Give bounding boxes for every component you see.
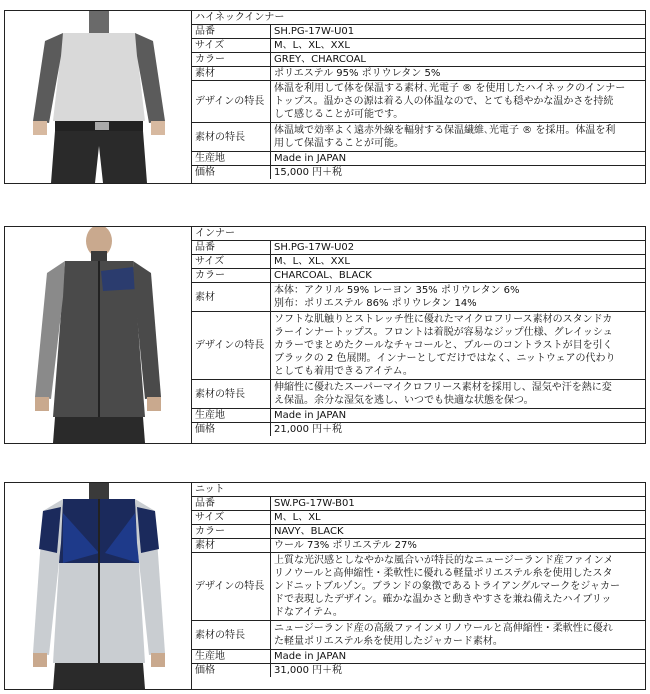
spec-line: ドで表現したデザイン。確かな温かさと動きやすさを兼ね備えたハイブリッ — [274, 594, 612, 605]
spec-value-price: 31,000 円＋税 — [271, 664, 646, 678]
spec-label: 価格 — [192, 166, 271, 180]
spec-line: た軽量ポリエステル糸を使用したジャカード素材。 — [274, 636, 503, 647]
spec-value-origin: Made in JAPAN — [271, 650, 646, 664]
spec-label: 素材 — [192, 67, 271, 81]
spec-value-size: M、L、XL — [271, 511, 646, 525]
spec-label: デザインの特長 — [192, 553, 271, 621]
spec-line: 本体：アクリル 59% レーヨン 35% ポリウレタン 6% — [274, 285, 520, 296]
spec-line: ウール 73% ポリエステル 27% — [274, 540, 417, 551]
spec-value-color: NAVY、BLACK — [271, 525, 646, 539]
spec-value-design — [271, 553, 646, 621]
spec-label: 素材 — [192, 283, 271, 312]
spec-line: ポリエステル 95% ポリウレタン 5% — [274, 68, 441, 79]
spec-label: 価格 — [192, 664, 271, 678]
spec-row-size — [192, 255, 645, 269]
spec-value-size: M、L、XL、XXL — [271, 39, 646, 53]
spec-row-design — [192, 312, 645, 380]
spec-value-hinban: SH.PG-17W-U02 — [271, 241, 646, 255]
spec-table — [192, 25, 645, 179]
spec-label: 生産地 — [192, 409, 271, 423]
spec-value-design — [271, 81, 646, 123]
spec-line: トップス。温かさの源は着る人の体温なので、とても穏やかな温かさを持続 — [274, 96, 614, 107]
spec-value-price: 15,000 円＋税 — [271, 166, 646, 180]
spec-row-price — [192, 423, 645, 437]
spec-value-size: M、L、XL、XXL — [271, 255, 646, 269]
spec-label: カラー — [192, 269, 271, 283]
spec-value-material — [271, 283, 646, 312]
spec-label: カラー — [192, 53, 271, 67]
spec-value-color: CHARCOAL、BLACK — [271, 269, 646, 283]
spec-line: して感じることが可能です。 — [274, 109, 404, 120]
product-photo — [5, 483, 192, 689]
spec-value-feature — [271, 380, 646, 409]
spec-label: 素材の特長 — [192, 380, 271, 409]
spec-label: 品番 — [192, 497, 271, 511]
spec-value-design — [271, 312, 646, 380]
spec-value-material — [271, 67, 646, 81]
spec-label: 価格 — [192, 423, 271, 437]
spec-value-price: 21,000 円＋税 — [271, 423, 646, 437]
spec-label: 素材の特長 — [192, 123, 271, 152]
product-title: ハイネックインナー — [192, 11, 645, 25]
spec-line: ニュージーランド産の高級ファインメリノウールと高伸縮性・柔軟性に優れ — [274, 623, 613, 634]
product-photo-figure — [5, 483, 191, 689]
spec-row-design — [192, 81, 645, 123]
product-photo-figure — [5, 11, 191, 183]
spec-row-price — [192, 664, 645, 678]
spec-row-hinban — [192, 241, 645, 255]
product-card-3 — [4, 482, 646, 690]
spec-line: カラーでまとめたクールなチャコールと、ブルーのコントラストが目を引く — [274, 340, 613, 351]
spec-label: 生産地 — [192, 152, 271, 166]
spec-row-color — [192, 525, 645, 539]
spec-label: サイズ — [192, 39, 271, 53]
product-photo-figure — [5, 227, 191, 443]
spec-table — [192, 497, 645, 677]
spec-label: カラー — [192, 525, 271, 539]
spec-row-color — [192, 53, 645, 67]
product-title: インナー — [192, 227, 645, 241]
spec-row-origin — [192, 152, 645, 166]
spec-value-color: GREY、CHARCOAL — [271, 53, 646, 67]
spec-label: デザインの特長 — [192, 312, 271, 380]
spec-line: ンドニットブルゾン。ブランドの象徴であるトライアングルマークをジャカー — [274, 581, 620, 592]
spec-line: リノウールと高伸縮性・柔軟性に優れる軽量ポリエステル糸を使用したスタ — [274, 568, 613, 579]
spec-row-size — [192, 39, 645, 53]
spec-row-origin — [192, 650, 645, 664]
spec-value-material — [271, 539, 646, 553]
spec-line: ラーインナートップス。フロントは着脱が容易なジップ仕様、グレイッシュ — [274, 327, 613, 338]
product-photo — [5, 11, 192, 183]
spec-label: サイズ — [192, 255, 271, 269]
spec-label: 品番 — [192, 241, 271, 255]
spec-value-feature — [271, 123, 646, 152]
spec-line: としても着用できるアイテム。 — [274, 366, 413, 377]
spec-value-feature — [271, 621, 646, 650]
spec-row-price — [192, 166, 645, 180]
spec-table — [192, 241, 645, 436]
spec-row-hinban — [192, 25, 645, 39]
spec-label: 素材の特長 — [192, 621, 271, 650]
spec-value-hinban: SH.PG-17W-U01 — [271, 25, 646, 39]
spec-row-hinban — [192, 497, 645, 511]
spec-row-feature — [192, 621, 645, 650]
spec-label: 品番 — [192, 25, 271, 39]
product-card-1 — [4, 10, 646, 184]
spec-line: ブラックの 2 色展開。インナーとしてだけではなく、ニットウェアの代わり — [274, 353, 616, 364]
spec-value-origin: Made in JAPAN — [271, 409, 646, 423]
spec-line: ドなアイテム。 — [274, 607, 343, 618]
spec-line: 伸縮性に優れたスーパーマイクロフリース素材を採用し、湿気や汗を熱に変 — [274, 382, 612, 393]
spec-line: 別布：ポリエステル 86% ポリウレタン 14% — [274, 298, 477, 309]
spec-row-material — [192, 539, 645, 553]
spec-row-color — [192, 269, 645, 283]
spec-line: 体温を利用して体を保温する素材､光電子 ® を使用したハイネックのインナー — [274, 83, 626, 94]
spec-row-feature — [192, 380, 645, 409]
spec-value-hinban: SW.PG-17W-B01 — [271, 497, 646, 511]
spec-row-material — [192, 67, 645, 81]
spec-line: 上質な光沢感としなやかな風合いが特長的なニュージーランド産ファインメ — [274, 555, 614, 566]
spec-line: 体温域で効率よく遠赤外線を輻射する保温繊維､光電子 ® を採用。体温を利 — [274, 125, 616, 136]
spec-label: 生産地 — [192, 650, 271, 664]
spec-row-feature — [192, 123, 645, 152]
spec-line: 用して保温することが可能。 — [274, 138, 404, 149]
spec-row-size — [192, 511, 645, 525]
spec-line: え保温。余分な湿気を逃し、いつでも快適な状態を保つ。 — [274, 395, 534, 406]
product-title: ニット — [192, 483, 645, 497]
spec-line: ソフトな肌触りとストレッチ性に優れたマイクロフリース素材のスタンドカ — [274, 314, 613, 325]
spec-label: 素材 — [192, 539, 271, 553]
spec-label: デザインの特長 — [192, 81, 271, 123]
spec-label: サイズ — [192, 511, 271, 525]
spec-row-origin — [192, 409, 645, 423]
spec-value-origin: Made in JAPAN — [271, 152, 646, 166]
product-card-2 — [4, 226, 646, 444]
product-photo — [5, 227, 192, 443]
spec-row-material — [192, 283, 645, 312]
spec-row-design — [192, 553, 645, 621]
